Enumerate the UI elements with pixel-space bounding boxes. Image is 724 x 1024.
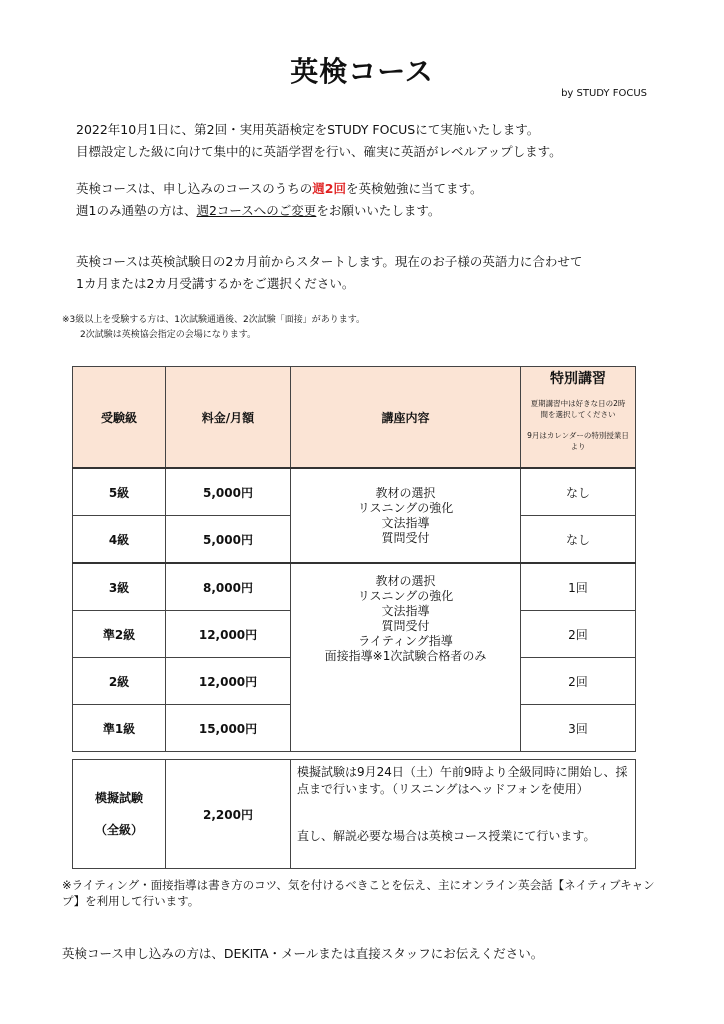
course-note-text: 英検コースは、申し込みのコースのうちの bbox=[76, 181, 313, 196]
small-note bbox=[62, 313, 365, 343]
course-fee-table bbox=[72, 366, 636, 752]
grade-cell: 準2級 bbox=[73, 611, 166, 658]
intro-line-2: 目標設定した級に向けて集中的に英語学習を行い、確実に英語がレベルアップします。 bbox=[76, 144, 562, 159]
grade-cell: 3級 bbox=[73, 563, 166, 611]
special-cell: 1回 bbox=[521, 563, 636, 611]
content-cell-basic bbox=[291, 468, 521, 563]
course-note-text: を英検勉強に当てます。 bbox=[345, 181, 483, 196]
underlined-change-request: 週2コースへのご変更 bbox=[196, 203, 317, 218]
mock-exam-label-line-2: （全級） bbox=[94, 823, 143, 837]
small-note-line-1: ※3級以上を受験する方は、1次試験通過後、2次試験「面接」があります。 bbox=[62, 315, 366, 325]
content-item: 文法指導 bbox=[381, 515, 430, 530]
content-cell-advanced bbox=[291, 563, 521, 752]
course-note-text: 週1のみ通塾の方は、 bbox=[76, 203, 197, 218]
closing-text: 英検コース申し込みの方は、DEKITA・メールまたは直接スタッフにお伝えください。 bbox=[62, 946, 544, 961]
special-cell: 2回 bbox=[521, 611, 636, 658]
start-note-paragraph bbox=[76, 251, 582, 295]
fee-cell: 8,000円 bbox=[166, 563, 291, 611]
mock-exam-description bbox=[291, 760, 636, 869]
special-cell: なし bbox=[521, 516, 636, 564]
mock-exam-label-line-1: 模擬試験 bbox=[94, 791, 143, 805]
course-note-line-2 bbox=[76, 200, 482, 222]
special-cell: なし bbox=[521, 468, 636, 516]
page-title: 英検コース bbox=[290, 55, 434, 88]
course-note-text: をお願いいたします。 bbox=[316, 203, 441, 218]
special-title: 特別講習 bbox=[550, 371, 606, 387]
footnote: ※ライティング・面接指導は書き方のコツ、気を付けるべきことを伝え、主にオンライン英会話【ネイティブキャンプ】を利用して行います。 bbox=[62, 878, 655, 908]
mock-exam-row bbox=[73, 760, 636, 869]
content-item: 質問受付 bbox=[381, 530, 430, 545]
start-note-line-2: 1カ月または2カ月受講するかをご選択ください。 bbox=[76, 276, 355, 291]
content-item: 文法指導 bbox=[381, 604, 430, 618]
content-item: ライティング指導 bbox=[358, 634, 453, 648]
course-note-line-1 bbox=[76, 178, 482, 200]
header-grade: 受験級 bbox=[73, 367, 166, 469]
header-special bbox=[521, 367, 636, 469]
mock-exam-label bbox=[73, 760, 166, 869]
mock-exam-fee: 2,200円 bbox=[166, 760, 291, 869]
small-note-line-2: 2次試験は英検協会指定の会場になります。 bbox=[80, 330, 257, 340]
fee-cell: 15,000円 bbox=[166, 705, 291, 752]
special-cell: 3回 bbox=[521, 705, 636, 752]
content-item: 質問受付 bbox=[381, 619, 430, 633]
intro-paragraph bbox=[76, 119, 562, 163]
content-item: 教材の選択 bbox=[375, 574, 436, 588]
course-note-paragraph bbox=[76, 178, 482, 222]
content-item: リスニングの強化 bbox=[357, 500, 454, 515]
special-note-september: 9月はカレンダーの特別授業日より bbox=[527, 431, 629, 451]
header-content: 講座内容 bbox=[291, 367, 521, 469]
content-item: リスニングの強化 bbox=[357, 589, 454, 603]
table-row bbox=[73, 563, 636, 611]
table-header-row bbox=[73, 367, 636, 469]
mock-exam-table bbox=[72, 759, 636, 869]
special-cell: 2回 bbox=[521, 658, 636, 705]
grade-cell: 準1級 bbox=[73, 705, 166, 752]
mock-exam-desc-2: 直し、解説必要な場合は英検コース授業にて行います。 bbox=[297, 829, 596, 843]
mock-exam-desc-1: 模擬試験は9月24日（土）午前9時より全級同時に開始し、採点まで行います。（リスニングはヘッドフォンを使用） bbox=[297, 765, 628, 796]
fee-cell: 12,000円 bbox=[166, 658, 291, 705]
intro-line-1: 2022年10月1日に、第2回・実用英語検定をSTUDY FOCUSにて実施いたします。 bbox=[76, 122, 540, 137]
special-note-summer: 夏期講習中は好きな日の2時間を選択してください bbox=[530, 399, 626, 419]
highlight-twice-weekly: 週2回 bbox=[312, 181, 346, 196]
content-item: 教材の選択 bbox=[375, 485, 436, 500]
table-row bbox=[73, 468, 636, 516]
content-item: 面接指導※1次試験合格者のみ bbox=[324, 649, 487, 663]
grade-cell: 2級 bbox=[73, 658, 166, 705]
fee-cell: 5,000円 bbox=[166, 516, 291, 564]
grade-cell: 5級 bbox=[73, 468, 166, 516]
byline: by STUDY FOCUS bbox=[561, 88, 647, 99]
spacer bbox=[297, 798, 629, 828]
grade-cell: 4級 bbox=[73, 516, 166, 564]
header-fee: 料金/月額 bbox=[166, 367, 291, 469]
start-note-line-1: 英検コースは英検試験日の2カ月前からスタートします。現在のお子様の英語力に合わせて bbox=[76, 254, 583, 269]
fee-cell: 12,000円 bbox=[166, 611, 291, 658]
fee-cell: 5,000円 bbox=[166, 468, 291, 516]
